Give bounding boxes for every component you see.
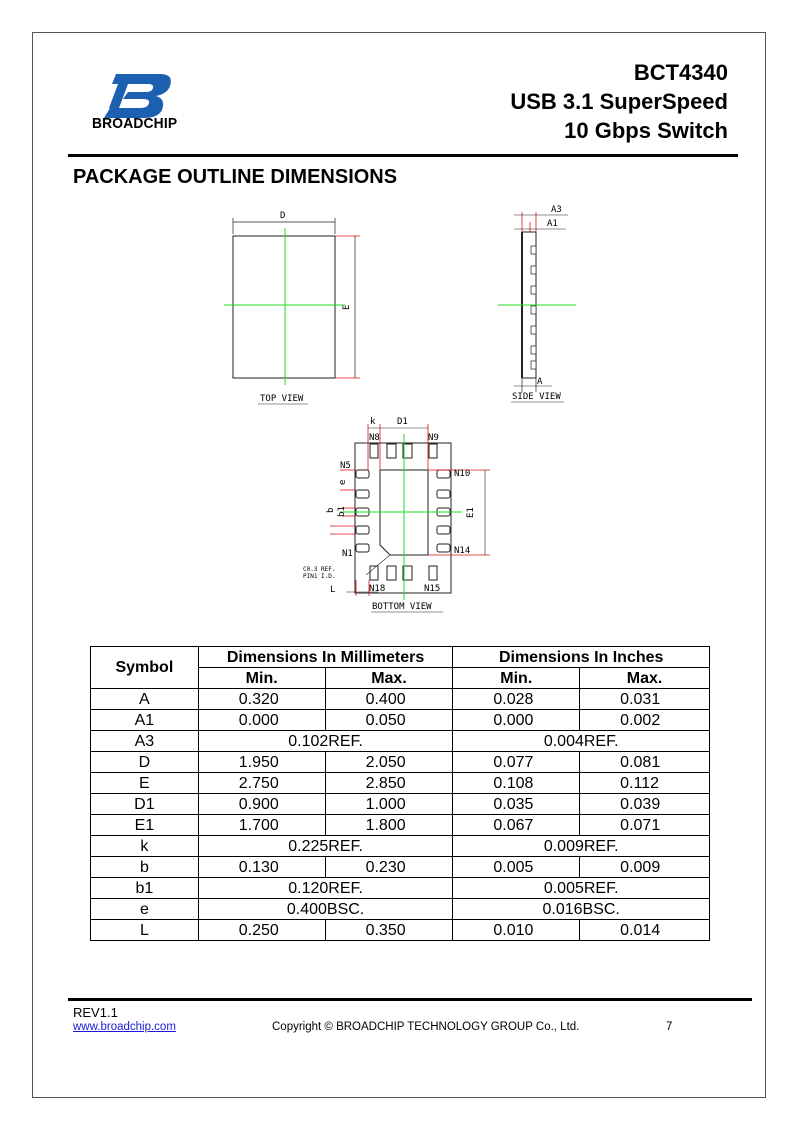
in-min-cell: 0.005 <box>453 857 580 878</box>
table-row <box>91 857 710 878</box>
website-link[interactable]: www.broadchip.com <box>73 1021 176 1033</box>
label-N9: N9 <box>428 433 439 443</box>
in-max-cell: 0.071 <box>580 815 710 836</box>
in-max-cell: 0.112 <box>580 773 710 794</box>
table-row <box>91 878 710 899</box>
table-row <box>91 920 710 941</box>
mm-min-cell: 0.000 <box>198 710 325 731</box>
bottom-view-caption: BOTTOM VIEW <box>372 602 432 612</box>
table-row <box>91 731 710 752</box>
symbol-cell: D1 <box>91 794 199 815</box>
label-L: L <box>330 585 336 595</box>
symbol-cell: A1 <box>91 710 199 731</box>
table-row <box>91 773 710 794</box>
mm-min-cell: 0.320 <box>198 689 325 710</box>
title-line-2: 10 Gbps Switch <box>564 118 728 143</box>
package-outline-drawing <box>0 195 800 625</box>
part-number: BCT4340 <box>633 60 728 85</box>
mm-min-header: Min. <box>198 668 325 689</box>
page-number: 7 <box>666 1021 673 1033</box>
label-k: k <box>370 417 376 427</box>
mm-min-cell: 0.900 <box>198 794 325 815</box>
label-N1: N1 <box>342 549 353 559</box>
mm-max-cell: 0.350 <box>325 920 453 941</box>
label-D: D <box>280 211 286 221</box>
label-N8: N8 <box>369 433 380 443</box>
bottom-view <box>303 417 490 612</box>
symbol-header: Symbol <box>91 647 199 689</box>
mm-max-cell: 2.850 <box>325 773 453 794</box>
mm-max-cell: 0.050 <box>325 710 453 731</box>
title-line-1: USB 3.1 SuperSpeed <box>510 89 728 114</box>
in-ref-cell: 0.016BSC. <box>453 899 710 920</box>
mm-min-cell: 1.700 <box>198 815 325 836</box>
table-row <box>91 710 710 731</box>
top-view-caption: TOP VIEW <box>260 394 304 404</box>
footer-rule <box>68 998 752 1001</box>
in-ref-cell: 0.005REF. <box>453 878 710 899</box>
symbol-cell: D <box>91 752 199 773</box>
in-max-header: Max. <box>580 668 710 689</box>
table-row <box>91 899 710 920</box>
symbol-cell: E1 <box>91 815 199 836</box>
label-N15: N15 <box>424 584 441 594</box>
mm-min-cell: 0.130 <box>198 857 325 878</box>
in-max-cell: 0.039 <box>580 794 710 815</box>
symbol-cell: A3 <box>91 731 199 752</box>
symbol-cell: e <box>91 899 199 920</box>
side-view-caption: SIDE VIEW <box>512 392 561 402</box>
mm-min-cell: 1.950 <box>198 752 325 773</box>
in-max-cell: 0.031 <box>580 689 710 710</box>
label-E1: E1 <box>466 507 476 518</box>
in-ref-cell: 0.009REF. <box>453 836 710 857</box>
mm-ref-cell: 0.102REF. <box>198 731 453 752</box>
side-view <box>498 205 576 402</box>
symbol-cell: b1 <box>91 878 199 899</box>
label-A1: A1 <box>547 219 558 229</box>
symbol-cell: A <box>91 689 199 710</box>
label-N5: N5 <box>340 461 351 471</box>
mm-ref-cell: 0.120REF. <box>198 878 453 899</box>
dimensions-table <box>90 646 710 941</box>
in-max-cell: 0.002 <box>580 710 710 731</box>
copyright: Copyright © BROADCHIP TECHNOLOGY GROUP Co., Ltd. <box>272 1021 580 1033</box>
symbol-cell: E <box>91 773 199 794</box>
label-N10: N10 <box>454 469 471 479</box>
mm-header: Dimensions In Millimeters <box>198 647 453 668</box>
mm-max-cell: 1.000 <box>325 794 453 815</box>
mm-ref-cell: 0.225REF. <box>198 836 453 857</box>
symbol-cell: k <box>91 836 199 857</box>
table-row <box>91 794 710 815</box>
in-max-cell: 0.014 <box>580 920 710 941</box>
in-min-cell: 0.010 <box>453 920 580 941</box>
label-D1: D1 <box>397 417 408 427</box>
label-N14: N14 <box>454 546 471 556</box>
mm-min-cell: 0.250 <box>198 920 325 941</box>
logo-text: BROADCHIP <box>92 115 178 132</box>
label-A3: A3 <box>551 205 562 215</box>
in-min-cell: 0.108 <box>453 773 580 794</box>
mm-min-cell: 2.750 <box>198 773 325 794</box>
mm-max-cell: 0.230 <box>325 857 453 878</box>
in-min-cell: 0.067 <box>453 815 580 836</box>
symbol-cell: b <box>91 857 199 878</box>
mm-max-cell: 2.050 <box>325 752 453 773</box>
in-min-cell: 0.077 <box>453 752 580 773</box>
label-pin1-id: PIN1 I.D. <box>303 573 336 580</box>
symbol-cell: L <box>91 920 199 941</box>
mm-max-cell: 0.400 <box>325 689 453 710</box>
in-min-cell: 0.035 <box>453 794 580 815</box>
mm-max-header: Max. <box>325 668 453 689</box>
label-b1: b1 <box>337 506 347 517</box>
in-header: Dimensions In Inches <box>453 647 710 668</box>
table-row <box>91 836 710 857</box>
in-max-cell: 0.081 <box>580 752 710 773</box>
revision: REV1.1 <box>73 1005 118 1020</box>
table-row <box>91 815 710 836</box>
label-e: e <box>338 479 348 485</box>
label-b: b <box>326 507 336 513</box>
in-min-header: Min. <box>453 668 580 689</box>
in-min-cell: 0.028 <box>453 689 580 710</box>
table-row <box>91 752 710 773</box>
mm-ref-cell: 0.400BSC. <box>198 899 453 920</box>
section-title: PACKAGE OUTLINE DIMENSIONS <box>73 166 398 188</box>
label-pin1-ref: C0.3 REF. <box>303 566 336 573</box>
header-rule <box>68 154 738 157</box>
label-A: A <box>537 377 543 387</box>
in-min-cell: 0.000 <box>453 710 580 731</box>
in-ref-cell: 0.004REF. <box>453 731 710 752</box>
label-N18: N18 <box>369 584 386 594</box>
top-view <box>224 211 360 404</box>
mm-max-cell: 1.800 <box>325 815 453 836</box>
label-E: E <box>342 304 352 310</box>
in-max-cell: 0.009 <box>580 857 710 878</box>
table-row <box>91 689 710 710</box>
